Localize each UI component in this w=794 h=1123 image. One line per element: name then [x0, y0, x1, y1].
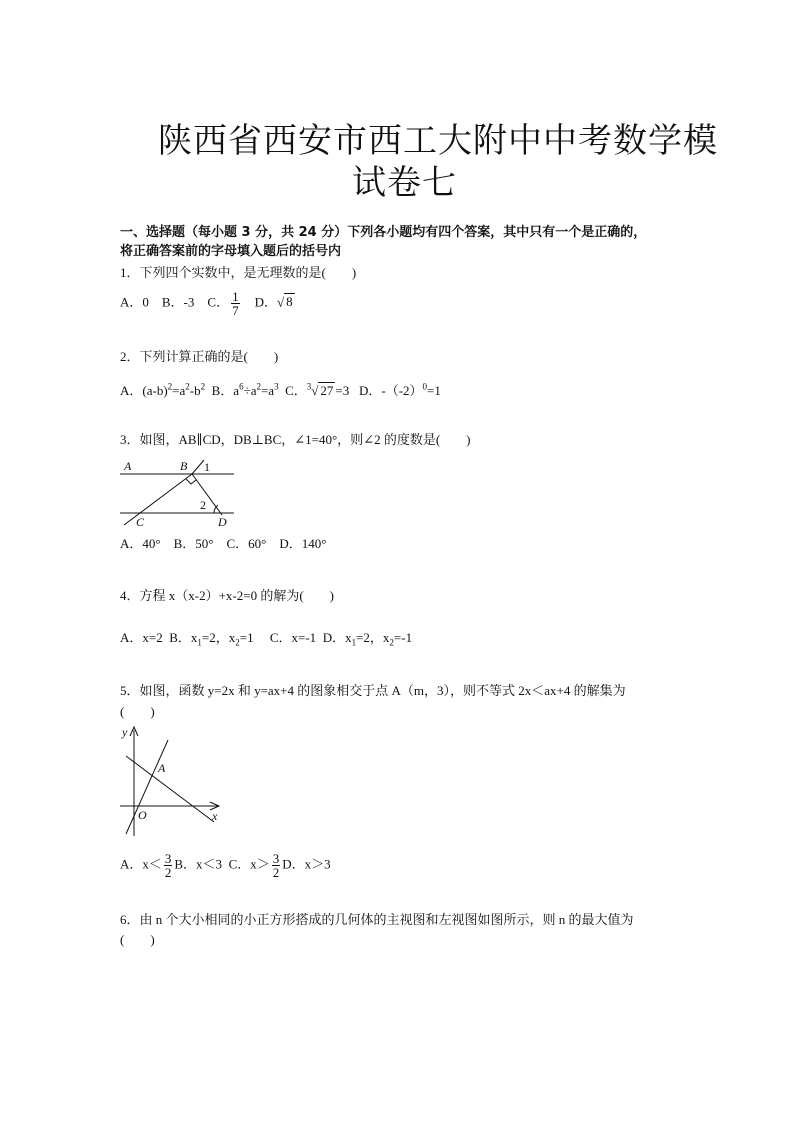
question-1-options — [120, 290, 295, 317]
question-5-figure — [118, 722, 226, 840]
q4-b-sub2: 2 — [235, 637, 240, 648]
label-a: A — [158, 761, 166, 775]
q1-d-radicand: 8 — [286, 294, 293, 310]
q4-option-a: A．x=2 — [120, 630, 163, 645]
q5-a-numerator: 3 — [164, 851, 172, 866]
question-2-stem: 2．下列计算正确的是( ) — [120, 349, 279, 364]
q1-c-denominator: 7 — [232, 303, 239, 318]
page-title-line1: 陕西省西安市西工大附中中考数学模 — [158, 121, 718, 161]
q4-d-pre: D．x — [322, 630, 352, 645]
q4-option-b — [169, 630, 254, 648]
q2-a-mid: =a — [172, 383, 186, 399]
question-6-stem-line2: ( ) — [120, 932, 155, 947]
q5-option-c-label: C．x＞ — [228, 856, 270, 872]
q1-option-a: A．0 — [120, 294, 149, 310]
q4-b-pre: B．x — [169, 630, 198, 645]
question-5-options — [120, 852, 331, 879]
label-o: O — [138, 808, 147, 822]
label-angle-2: 2 — [200, 498, 206, 512]
q2-d-sup: 0 — [422, 382, 428, 392]
q1-option-d-label: D． — [254, 294, 277, 310]
q2-b-post: =a — [260, 383, 275, 399]
q2-a-post: -b — [189, 383, 201, 399]
q1-c-numerator: 1 — [232, 289, 239, 304]
q2-b-sup2: 2 — [256, 382, 261, 392]
line-y-2x — [126, 740, 168, 834]
right-angle-mark — [186, 479, 196, 484]
question-6-stem-line1: 6．由 n 个大小相同的小正方形搭成的几何体的主视图和左视图如图所示，则 n 的最大值为 — [120, 912, 634, 927]
label-angle-1: 1 — [204, 460, 210, 474]
question-4-stem: 4．方程 x（x-2）+x-2=0 的解为( ) — [120, 588, 334, 603]
question-1-stem: 1．下列四个实数中，是无理数的是( ) — [120, 265, 357, 280]
q4-d-sub2: 2 — [389, 637, 394, 648]
page-title-line2: 试卷七 — [352, 163, 457, 203]
q4-b-post: =1 — [239, 630, 254, 645]
q5-option-c-fraction — [272, 852, 281, 879]
label-a: A — [124, 459, 132, 473]
q2-d-pre: D．-（-2） — [358, 383, 423, 399]
q2-b-sup: 6 — [239, 382, 244, 392]
label-x: x — [212, 809, 218, 823]
q2-option-d — [359, 383, 441, 398]
q1-option-c-fraction — [231, 290, 240, 317]
q2-b-sup3: 3 — [274, 382, 279, 392]
q5-option-a-fraction — [164, 852, 173, 879]
q5-c-denominator: 2 — [272, 865, 280, 880]
label-c: C — [136, 515, 145, 528]
section-heading-line1: 一、选择题（每小题 3 分，共 24 分）下列各小题均有四个答案，其中只有一个是正确的， — [120, 225, 647, 240]
q2-b-pre: B．a — [211, 383, 240, 399]
q2-a-sup2: 2 — [185, 382, 190, 392]
question-2-options — [120, 378, 441, 400]
label-b: B — [180, 459, 188, 473]
sqrt-symbol: √ — [276, 294, 285, 310]
line-b-extension — [192, 460, 204, 474]
q4-d-mid: =2，x — [356, 630, 390, 645]
q2-b-mid: ÷a — [243, 383, 257, 399]
q2-d-post: =1 — [427, 383, 441, 399]
q1-option-b: B．-3 — [161, 294, 195, 310]
q2-option-b — [212, 383, 279, 398]
section-heading-line2: 将正确答案前的字母填入题后的括号内 — [120, 244, 342, 259]
question-3-figure — [118, 456, 238, 528]
q2-option-c — [285, 383, 349, 398]
q4-option-d — [322, 630, 413, 648]
question-3-stem: 3．如图，AB∥CD，DB⊥BC，∠1=40°，则∠2 的度数是( ) — [120, 432, 471, 447]
line-bc — [124, 474, 192, 525]
q2-c-radicand: 27 — [320, 383, 334, 399]
label-y: y — [122, 725, 128, 739]
q4-d-sub1: 1 — [351, 637, 357, 648]
q1-option-c-label: C． — [207, 294, 230, 310]
line-bd — [192, 474, 222, 515]
question-3-options: A．40° B．50° C．60° D．140° — [120, 536, 327, 551]
question-5-stem-line2: ( ) — [120, 704, 155, 719]
question-5-stem-line1: 5．如图，函数 y=2x 和 y=ax+4 的图象相交于点 A（m，3），则不等式 2x＜ax+4 的解集为 — [120, 683, 626, 698]
q2-a-pre: A．(a-b) — [120, 383, 168, 399]
q5-c-numerator: 3 — [272, 851, 280, 866]
q4-b-sub1: 1 — [197, 637, 202, 648]
sqrt-symbol: √ — [311, 383, 319, 399]
q2-c-label: C． — [285, 383, 307, 399]
q5-option-d: D．x＞3 — [282, 856, 331, 872]
q2-a-sup: 2 — [167, 382, 173, 392]
q4-d-post: =-1 — [393, 630, 413, 645]
q5-a-denominator: 2 — [164, 865, 172, 880]
q4-b-mid: =2，x — [201, 630, 236, 645]
q4-option-c: C．x=-1 — [269, 630, 317, 645]
q2-option-a — [120, 383, 205, 398]
question-4-options — [120, 629, 412, 652]
q5-option-b: B．x＜3 — [174, 856, 223, 872]
q2-a-sup3: 2 — [200, 382, 206, 392]
q2-c-root-index: 3 — [306, 382, 312, 392]
q5-option-a-label: A．x＜ — [120, 856, 162, 872]
q2-c-post: =3 — [335, 383, 350, 399]
label-d: D — [218, 515, 227, 528]
